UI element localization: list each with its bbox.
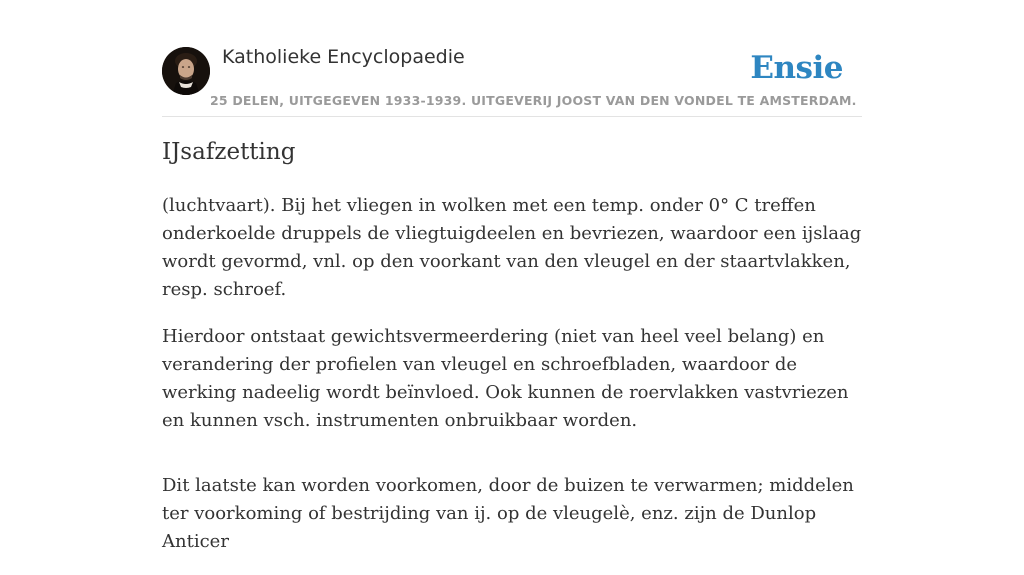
site-title[interactable]: Katholieke Encyclopaedie	[222, 46, 465, 68]
portrait-image	[162, 47, 210, 95]
paragraph: (luchtvaart). Bij het vliegen in wolken met een temp. onder 0° C treffen onderkoelde druppels de vliegtuigdeelen en bevriezen, waardoor een ijslaag wordt gevormd, vnl. op den voorkant van den vleugel en der staartvlakken, resp. schroef.	[162, 195, 862, 300]
avatar[interactable]	[162, 47, 210, 95]
paragraph: Dit laatste kan worden voorkomen, door de buizen te verwarmen; middelen ter voorkoming of bestrijding van ij. op de vleugelè, enz. zijn de Dunlop Anticer	[162, 475, 854, 552]
site-header	[162, 40, 862, 117]
paragraph: Hierdoor ontstaat gewichtsvermeerdering (niet van heel veel belang) en verandering der profielen van vleugel en schroefbladen, waardoor de werking nadeelig wordt beïnvloed. Ook kunnen de roervlakken vastvriezen en kunnen vsch. instrumenten onbruikbaar worden.	[162, 326, 849, 431]
brand-logo[interactable]: Ensie	[750, 50, 843, 86]
article-title: IJsafzetting	[162, 139, 296, 165]
article-body	[162, 192, 862, 575]
site-subtitle: 25 DELEN, UITGEGEVEN 1933-1939. UITGEVERIJ JOOST VAN DEN VONDEL TE AMSTERDAM.	[210, 93, 857, 108]
